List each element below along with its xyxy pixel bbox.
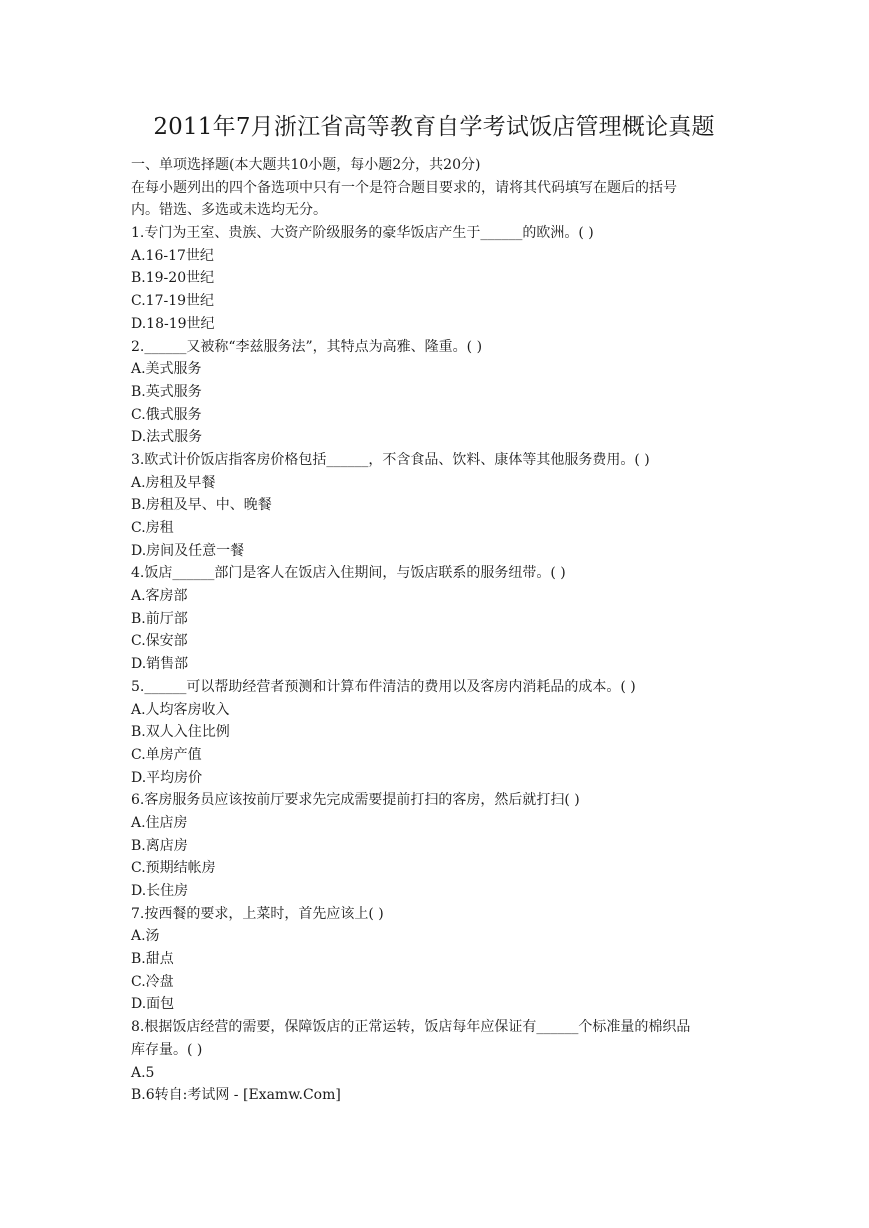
question-1 <box>131 222 751 335</box>
option-a: A.房租及早餐 <box>131 474 216 491</box>
option-a: A.5 <box>131 1064 155 1081</box>
option-d: D.面包 <box>131 996 175 1013</box>
question-6 <box>131 789 751 902</box>
question-stem: 7.按西餐的要求，上菜时，首先应该上( ) <box>131 905 384 922</box>
question-3 <box>131 449 751 562</box>
option-b: B.前厅部 <box>131 610 188 627</box>
option-a: A.住店房 <box>131 814 188 831</box>
question-8 <box>131 1016 751 1107</box>
option-b: B.离店房 <box>131 837 188 854</box>
instructions-line-1: 在每小题列出的四个备选项中只有一个是符合题目要求的，请将其代码填写在题后的括号 <box>131 179 677 196</box>
question-stem: 2.______又被称“李兹服务法”，其特点为高雅、隆重。( ) <box>131 338 483 355</box>
question-stem: 4.饭店______部门是客人在饭店入住期间，与饭店联系的服务纽带。( ) <box>131 565 566 582</box>
option-b: B.双人入住比例 <box>131 724 230 741</box>
option-c: C.冷盘 <box>131 973 174 990</box>
option-a: A.美式服务 <box>131 361 202 378</box>
page-title: 2011年7月浙江省高等教育自学考试饭店管理概论真题 <box>153 114 715 140</box>
question-2 <box>131 336 751 449</box>
option-b: B.英式服务 <box>131 383 202 400</box>
question-stem: 1.专门为王室、贵族、大资产阶级服务的豪华饭店产生于______的欧洲。( ) <box>131 225 594 242</box>
option-c: C.保安部 <box>131 633 188 650</box>
option-d: D.18-19世纪 <box>131 315 215 332</box>
question-stem: 3.欧式计价饭店指客房价格包括______，不含食品、饮料、康体等其他服务费用。( ) <box>131 451 650 468</box>
option-c: C.房租 <box>131 520 174 536</box>
option-c: C.单房产值 <box>131 746 202 763</box>
option-c: C.俄式服务 <box>131 406 202 423</box>
option-a: A.汤 <box>131 928 160 945</box>
option-a: A.16-17世纪 <box>131 247 214 264</box>
option-d: D.房间及任意一餐 <box>131 542 245 559</box>
option-b: B.房租及早、中、晚餐 <box>131 497 272 514</box>
question-stem: 5.______可以帮助经营者预测和计算布件清洁的费用以及客房内消耗品的成本。( ) <box>131 678 636 695</box>
option-c: C.17-19世纪 <box>131 293 215 310</box>
question-4 <box>131 562 751 675</box>
question-stem-line-2: 库存量。( ) <box>131 1041 203 1058</box>
instructions-line-2: 内。错选、多选或未选均无分。 <box>131 202 327 219</box>
option-a: A.人均客房收入 <box>131 701 230 718</box>
document-page <box>131 112 751 1107</box>
section-heading: 一、单项选择题(本大题共10小题，每小题2分，共20分) <box>131 157 481 173</box>
option-b: B.6转自:考试网 - [Examw.Com] <box>131 1087 341 1104</box>
question-stem-line-1: 8.根据饭店经营的需要，保障饭店的正常运转，饭店每年应保证有______个标准量的棉织品 <box>131 1019 691 1036</box>
option-d: D.长住房 <box>131 883 189 899</box>
option-b: B.甜点 <box>131 951 174 968</box>
question-5 <box>131 676 751 789</box>
option-b: B.19-20世纪 <box>131 270 215 287</box>
option-d: D.法式服务 <box>131 429 203 446</box>
option-c: C.预期结帐房 <box>131 860 216 877</box>
question-stem: 6.客房服务员应该按前厅要求先完成需要提前打扫的客房，然后就打扫( ) <box>131 792 580 809</box>
question-7 <box>131 903 751 1016</box>
option-d: D.销售部 <box>131 656 189 673</box>
option-d: D.平均房价 <box>131 769 203 786</box>
option-a: A.客房部 <box>131 588 188 605</box>
